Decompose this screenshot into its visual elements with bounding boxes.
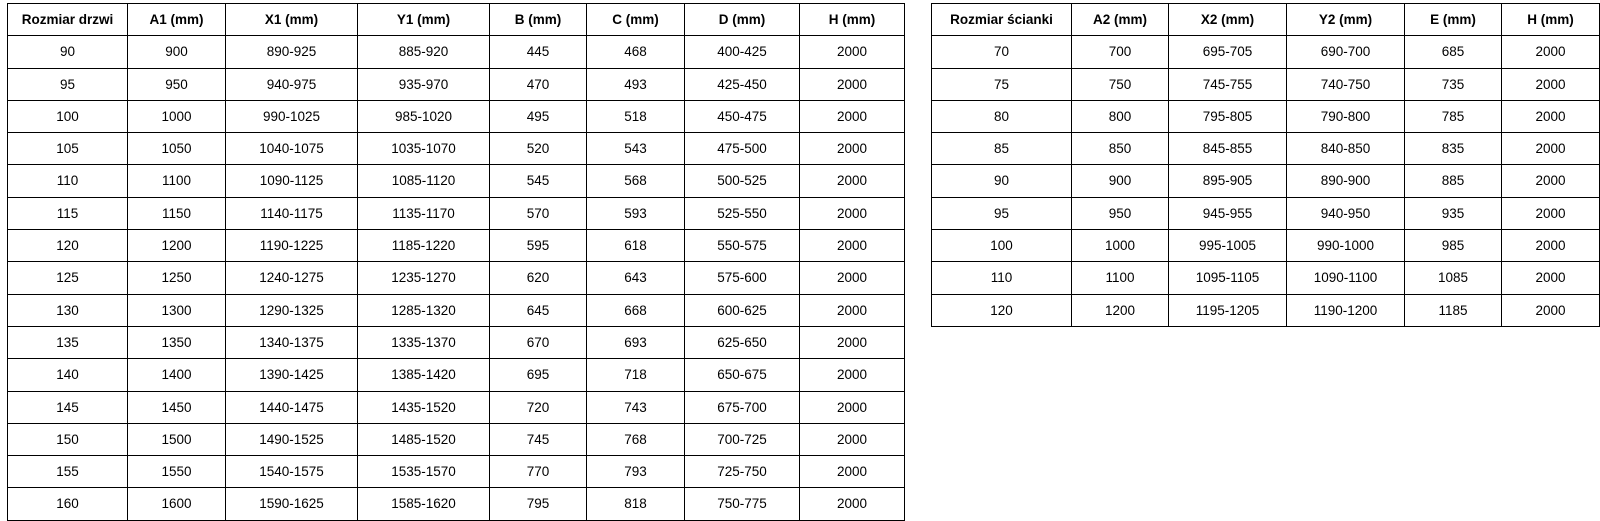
table-cell: 950 <box>1072 197 1169 229</box>
table-cell: 1485-1520 <box>358 423 490 455</box>
table-cell: 90 <box>932 165 1072 197</box>
table-cell: 668 <box>587 294 685 326</box>
table-cell: 130 <box>8 294 128 326</box>
table-cell: 115 <box>8 197 128 229</box>
table-cell: 95 <box>932 197 1072 229</box>
table-cell: 695-705 <box>1169 36 1287 68</box>
table-cell: 795-805 <box>1169 100 1287 132</box>
table-cell: 545 <box>490 165 587 197</box>
table-cell: 1185-1220 <box>358 230 490 262</box>
table-cell: 70 <box>932 36 1072 68</box>
table-cell: 1100 <box>1072 262 1169 294</box>
column-header: X1 (mm) <box>226 4 358 36</box>
table-cell: 595 <box>490 230 587 262</box>
table-cell: 1600 <box>128 488 226 520</box>
table-cell: 2000 <box>1502 100 1600 132</box>
table-cell: 2000 <box>800 488 905 520</box>
column-header: Rozmiar ścianki <box>932 4 1072 36</box>
table-cell: 2000 <box>1502 294 1600 326</box>
table-cell: 1490-1525 <box>226 423 358 455</box>
table-cell: 1085-1120 <box>358 165 490 197</box>
table-cell: 1150 <box>128 197 226 229</box>
table-cell: 1100 <box>128 165 226 197</box>
table-cell: 725-750 <box>685 456 800 488</box>
table-cell: 1335-1370 <box>358 326 490 358</box>
table-cell: 795 <box>490 488 587 520</box>
table-cell: 743 <box>587 391 685 423</box>
table-cell: 120 <box>932 294 1072 326</box>
table-cell: 543 <box>587 133 685 165</box>
table-cell: 793 <box>587 456 685 488</box>
table-cell: 525-550 <box>685 197 800 229</box>
table-row <box>932 230 1600 262</box>
table-row <box>932 68 1600 100</box>
table-cell: 2000 <box>1502 165 1600 197</box>
table-row <box>932 36 1600 68</box>
table-cell: 1350 <box>128 326 226 358</box>
table-cell: 785 <box>1405 100 1502 132</box>
table-cell: 575-600 <box>685 262 800 294</box>
table-cell: 620 <box>490 262 587 294</box>
table-row <box>8 36 905 68</box>
table-row <box>8 294 905 326</box>
table-row <box>932 100 1600 132</box>
table-cell: 425-450 <box>685 68 800 100</box>
table-cell: 450-475 <box>685 100 800 132</box>
table-cell: 1240-1275 <box>226 262 358 294</box>
wall-size-table <box>931 3 1600 327</box>
table-cell: 1450 <box>128 391 226 423</box>
table-cell: 2000 <box>1502 133 1600 165</box>
table-cell: 1540-1575 <box>226 456 358 488</box>
column-header: B (mm) <box>490 4 587 36</box>
table-cell: 1285-1320 <box>358 294 490 326</box>
table-cell: 468 <box>587 36 685 68</box>
table-cell: 1200 <box>128 230 226 262</box>
table-cell: 2000 <box>800 165 905 197</box>
table-cell: 80 <box>932 100 1072 132</box>
table-cell: 150 <box>8 423 128 455</box>
table-cell: 940-950 <box>1287 197 1405 229</box>
table-cell: 695 <box>490 359 587 391</box>
table-cell: 745-755 <box>1169 68 1287 100</box>
table-cell: 110 <box>932 262 1072 294</box>
table-cell: 990-1025 <box>226 100 358 132</box>
table-cell: 1090-1125 <box>226 165 358 197</box>
table-cell: 1090-1100 <box>1287 262 1405 294</box>
table-cell: 600-625 <box>685 294 800 326</box>
table-cell: 1535-1570 <box>358 456 490 488</box>
table-cell: 1050 <box>128 133 226 165</box>
table-cell: 470 <box>490 68 587 100</box>
table-cell: 135 <box>8 326 128 358</box>
table-cell: 2000 <box>1502 230 1600 262</box>
table-cell: 2000 <box>800 100 905 132</box>
table-cell: 90 <box>8 36 128 68</box>
table-cell: 100 <box>932 230 1072 262</box>
table-cell: 940-975 <box>226 68 358 100</box>
table-cell: 693 <box>587 326 685 358</box>
column-header: X2 (mm) <box>1169 4 1287 36</box>
table-row <box>8 230 905 262</box>
table-cell: 1400 <box>128 359 226 391</box>
table-row <box>8 326 905 358</box>
table-cell: 2000 <box>800 391 905 423</box>
table-cell: 105 <box>8 133 128 165</box>
table-cell: 1290-1325 <box>226 294 358 326</box>
door-size-table <box>7 3 905 521</box>
table-cell: 618 <box>587 230 685 262</box>
table-cell: 1390-1425 <box>226 359 358 391</box>
table-cell: 520 <box>490 133 587 165</box>
table-cell: 1300 <box>128 294 226 326</box>
table-cell: 2000 <box>800 133 905 165</box>
table-row <box>932 197 1600 229</box>
table-cell: 1385-1420 <box>358 359 490 391</box>
table-row <box>932 133 1600 165</box>
table-cell: 1085 <box>1405 262 1502 294</box>
table-row <box>932 262 1600 294</box>
table-cell: 500-525 <box>685 165 800 197</box>
table-cell: 1095-1105 <box>1169 262 1287 294</box>
table-cell: 685 <box>1405 36 1502 68</box>
table-cell: 1500 <box>128 423 226 455</box>
table-cell: 885 <box>1405 165 1502 197</box>
table-cell: 1435-1520 <box>358 391 490 423</box>
table-cell: 985 <box>1405 230 1502 262</box>
table-cell: 745 <box>490 423 587 455</box>
table-cell: 1250 <box>128 262 226 294</box>
table-cell: 1440-1475 <box>226 391 358 423</box>
table-cell: 1190-1225 <box>226 230 358 262</box>
table-cell: 768 <box>587 423 685 455</box>
table-cell: 750-775 <box>685 488 800 520</box>
table-row <box>8 100 905 132</box>
table-cell: 890-925 <box>226 36 358 68</box>
table-cell: 740-750 <box>1287 68 1405 100</box>
table-cell: 2000 <box>800 326 905 358</box>
column-header: C (mm) <box>587 4 685 36</box>
table-row <box>8 456 905 488</box>
table-cell: 845-855 <box>1169 133 1287 165</box>
table-cell: 840-850 <box>1287 133 1405 165</box>
column-header: Y2 (mm) <box>1287 4 1405 36</box>
table-cell: 1135-1170 <box>358 197 490 229</box>
table-row <box>932 294 1600 326</box>
table-cell: 818 <box>587 488 685 520</box>
table-cell: 155 <box>8 456 128 488</box>
table-cell: 2000 <box>800 262 905 294</box>
table-cell: 900 <box>128 36 226 68</box>
table-cell: 985-1020 <box>358 100 490 132</box>
table-cell: 2000 <box>1502 68 1600 100</box>
table-cell: 85 <box>932 133 1072 165</box>
column-header: H (mm) <box>1502 4 1600 36</box>
table-cell: 1200 <box>1072 294 1169 326</box>
table-cell: 140 <box>8 359 128 391</box>
table-cell: 945-955 <box>1169 197 1287 229</box>
column-header: Rozmiar drzwi <box>8 4 128 36</box>
table-row <box>8 391 905 423</box>
table-cell: 1190-1200 <box>1287 294 1405 326</box>
table-cell: 120 <box>8 230 128 262</box>
table-cell: 895-905 <box>1169 165 1287 197</box>
table-cell: 1040-1075 <box>226 133 358 165</box>
table-cell: 593 <box>587 197 685 229</box>
table-row <box>8 423 905 455</box>
table-cell: 110 <box>8 165 128 197</box>
table-cell: 790-800 <box>1287 100 1405 132</box>
table-cell: 2000 <box>800 68 905 100</box>
table-cell: 900 <box>1072 165 1169 197</box>
table-cell: 1000 <box>1072 230 1169 262</box>
table-cell: 2000 <box>800 456 905 488</box>
table-cell: 995-1005 <box>1169 230 1287 262</box>
table-cell: 835 <box>1405 133 1502 165</box>
table-cell: 1140-1175 <box>226 197 358 229</box>
table-cell: 935 <box>1405 197 1502 229</box>
table-cell: 645 <box>490 294 587 326</box>
table-cell: 2000 <box>1502 197 1600 229</box>
table-cell: 2000 <box>800 197 905 229</box>
table-cell: 720 <box>490 391 587 423</box>
table-cell: 550-575 <box>685 230 800 262</box>
table-cell: 75 <box>932 68 1072 100</box>
table-cell: 800 <box>1072 100 1169 132</box>
table-cell: 890-900 <box>1287 165 1405 197</box>
table-row <box>8 262 905 294</box>
column-header: A2 (mm) <box>1072 4 1169 36</box>
table-cell: 2000 <box>800 294 905 326</box>
table-cell: 700 <box>1072 36 1169 68</box>
column-header: A1 (mm) <box>128 4 226 36</box>
column-header: H (mm) <box>800 4 905 36</box>
table-row <box>8 488 905 520</box>
table-cell: 850 <box>1072 133 1169 165</box>
table-header-row <box>932 4 1600 36</box>
table-cell: 160 <box>8 488 128 520</box>
table-header-row <box>8 4 905 36</box>
column-header: D (mm) <box>685 4 800 36</box>
table-cell: 95 <box>8 68 128 100</box>
table-cell: 1035-1070 <box>358 133 490 165</box>
table-cell: 1235-1270 <box>358 262 490 294</box>
table-cell: 750 <box>1072 68 1169 100</box>
table-cell: 735 <box>1405 68 1502 100</box>
table-cell: 990-1000 <box>1287 230 1405 262</box>
table-cell: 518 <box>587 100 685 132</box>
table-cell: 700-725 <box>685 423 800 455</box>
table-cell: 1585-1620 <box>358 488 490 520</box>
table-cell: 145 <box>8 391 128 423</box>
table-cell: 643 <box>587 262 685 294</box>
table-cell: 570 <box>490 197 587 229</box>
table-cell: 568 <box>587 165 685 197</box>
table-cell: 1340-1375 <box>226 326 358 358</box>
table-cell: 935-970 <box>358 68 490 100</box>
table-cell: 2000 <box>800 230 905 262</box>
table-cell: 2000 <box>1502 262 1600 294</box>
table-cell: 493 <box>587 68 685 100</box>
table-cell: 2000 <box>1502 36 1600 68</box>
table-cell: 2000 <box>800 359 905 391</box>
table-row <box>8 133 905 165</box>
table-cell: 770 <box>490 456 587 488</box>
table-row <box>932 165 1600 197</box>
table-cell: 675-700 <box>685 391 800 423</box>
table-cell: 2000 <box>800 423 905 455</box>
table-cell: 1185 <box>1405 294 1502 326</box>
table-cell: 445 <box>490 36 587 68</box>
table-cell: 1195-1205 <box>1169 294 1287 326</box>
table-row <box>8 197 905 229</box>
table-cell: 950 <box>128 68 226 100</box>
table-cell: 1590-1625 <box>226 488 358 520</box>
table-row <box>8 165 905 197</box>
column-header: E (mm) <box>1405 4 1502 36</box>
table-cell: 100 <box>8 100 128 132</box>
table-cell: 495 <box>490 100 587 132</box>
table-cell: 1000 <box>128 100 226 132</box>
table-row <box>8 359 905 391</box>
table-row <box>8 68 905 100</box>
table-cell: 1550 <box>128 456 226 488</box>
table-cell: 400-425 <box>685 36 800 68</box>
table-cell: 2000 <box>800 36 905 68</box>
column-header: Y1 (mm) <box>358 4 490 36</box>
table-cell: 625-650 <box>685 326 800 358</box>
table-cell: 125 <box>8 262 128 294</box>
table-cell: 690-700 <box>1287 36 1405 68</box>
table-cell: 670 <box>490 326 587 358</box>
table-cell: 885-920 <box>358 36 490 68</box>
table-cell: 650-675 <box>685 359 800 391</box>
table-cell: 718 <box>587 359 685 391</box>
table-cell: 475-500 <box>685 133 800 165</box>
